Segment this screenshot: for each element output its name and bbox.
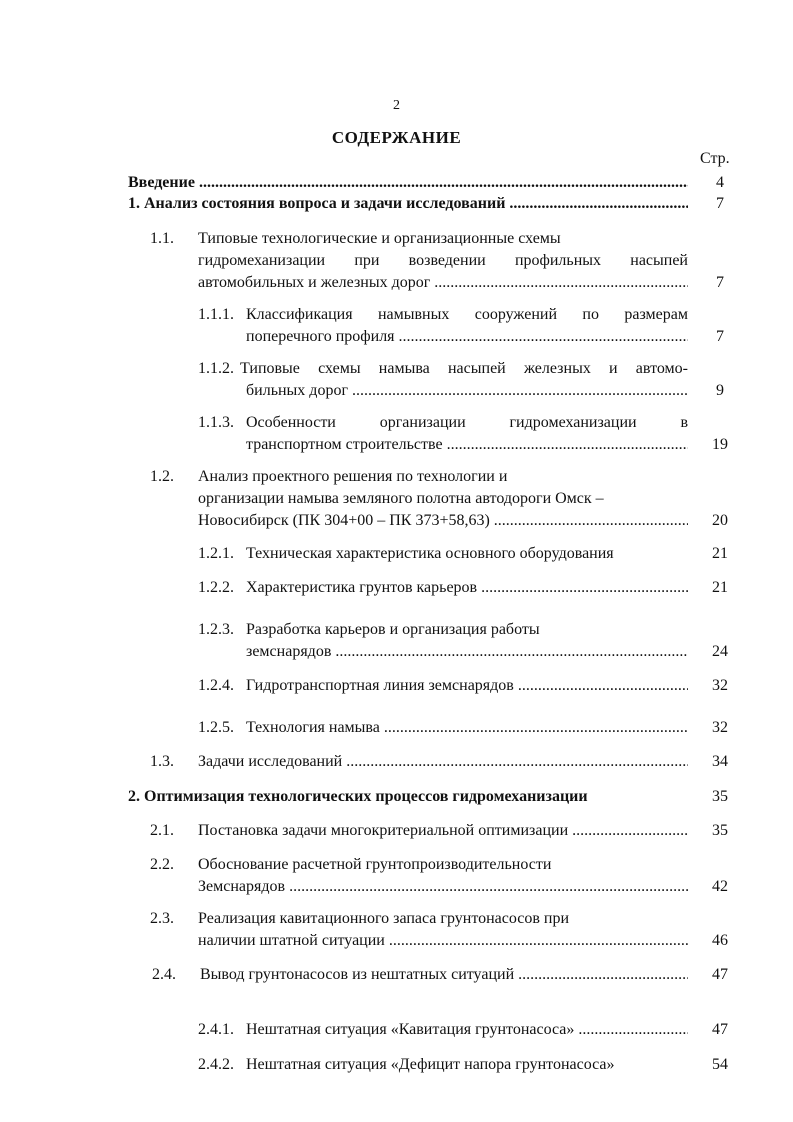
toc-entry-label: 2.4. [152,966,176,983]
toc-entry-page: 47 [712,966,728,983]
toc-entry-page: 35 [712,788,728,805]
toc-entry-page: 7 [716,274,724,291]
toc-entry-line: Обоснование расчетной грунтопроизводительности [198,856,552,873]
toc-entry-page: 19 [712,436,728,453]
toc-entry-line: Типовые схемы намыва насыпей железных и автомо- [240,360,688,377]
toc-entry-page: 34 [712,753,728,770]
toc-entry-line: Анализ проектного решения по технологии и [198,468,508,485]
toc-entry-line: бильных дорог ..... [246,380,688,402]
toc-entry-label: 2.4.2. [198,1056,234,1073]
toc-entry-label: 1.1.2. [198,360,234,377]
toc-entry-label: 2.3. [150,910,174,927]
toc-entry-label: 1.2.2. [198,579,234,596]
toc-entry-label: 1.2.4. [198,677,234,694]
toc-entry-line: Постановка задачи многокритериальной оптимизации ..... [198,820,688,842]
toc-entry-page: 35 [712,822,728,839]
toc-entry-label: 1.2. [150,468,174,485]
toc-entry-line: Типовые технологические и организационные схемы [198,230,561,247]
toc-entry-page: 21 [712,545,728,562]
toc-entry-line: Технология намыва ..... [246,717,688,739]
toc-entry-line: автомобильных и железных дорог ..... [198,272,688,294]
page-title: СОДЕРЖАНИЕ [331,128,462,147]
toc-entry-line: Земснарядов ..... [198,876,688,898]
toc-entry-page: 42 [712,878,728,895]
toc-entry-line: земснарядов ..... [246,641,688,663]
toc-entry-line: Классификация намывных сооружений по размерам [246,306,688,323]
toc-entry-line: Вывод грунтонасосов из нештатных ситуаций ..... [200,964,688,986]
toc-entry-page: 7 [716,195,724,212]
toc-entry-label: 1.1.1. [198,306,234,323]
toc-entry-line: Разработка карьеров и организация работы [246,621,540,638]
toc-entry-text: Введение ..... [128,172,688,194]
toc-entry-page: 54 [712,1056,728,1073]
pages-column-header: Стр. [700,150,730,167]
toc-entry-page: 9 [716,382,724,399]
toc-entry-line: наличии штатной ситуации ..... [198,930,688,952]
toc-entry-line: Характеристика грунтов карьеров ..... [246,577,688,599]
toc-entry-label: 1.1. [150,230,174,247]
toc-entry-line: транспортном строительстве ..... [246,434,688,456]
toc-entry-line: гидромеханизации при возведении профильных насыпей [198,252,688,269]
toc-entry-line: Новосибирск (ПК 304+00 – ПК 373+58,63) ..... [198,510,688,532]
toc-entry-line: Задачи исследований ..... [198,751,688,773]
toc-entry-page: 20 [712,512,728,529]
toc-entry-line: Техническая характеристика основного оборудования [246,545,614,562]
toc-entry-label: 1.2.5. [198,719,234,736]
toc-entry-page: 21 [712,579,728,596]
toc-entry-line: Нештатная ситуация «Кавитация грунтонасоса» ..... [246,1019,688,1041]
toc-entry-label: 2.2. [150,856,174,873]
toc-entry-label: 1.2.1. [198,545,234,562]
toc-entry-line: Особенности организации гидромеханизации в [246,414,688,431]
toc-entry-label: 2.1. [150,822,174,839]
page-number: 2 [393,98,400,113]
toc-entry-label: 1.3. [150,753,174,770]
toc-entry-page: 47 [712,1021,728,1038]
toc-entry-line: Нештатная ситуация «Дефицит напора грунтонасоса» [246,1056,615,1073]
toc-entry-line: Реализация кавитационного запаса грунтонасосов при [198,910,570,927]
toc-entry-page: 32 [712,677,728,694]
toc-entry-line: поперечного профиля ..... [246,326,688,348]
toc-entry-line: Гидротранспортная линия земснарядов ..... [246,675,688,697]
toc-entry-line: организации намыва земляного полотна автодороги Омск – [198,490,604,507]
toc-entry-page: 46 [712,932,728,949]
toc-entry-page: 24 [712,643,728,660]
toc-entry-label: 2.4.1. [198,1021,234,1038]
toc-entry-label: 1.2.3. [198,621,234,638]
toc-entry-page: 7 [716,328,724,345]
toc-entry-text: 2. Оптимизация технологических процессов гидромеханизации [128,788,588,805]
toc-entry-label: 1.1.3. [198,414,234,431]
toc-entry-text: 1. Анализ состояния вопроса и задачи исследований ..... [128,193,688,215]
toc-entry-page: 32 [712,719,728,736]
toc-entry-page: 4 [716,174,724,191]
